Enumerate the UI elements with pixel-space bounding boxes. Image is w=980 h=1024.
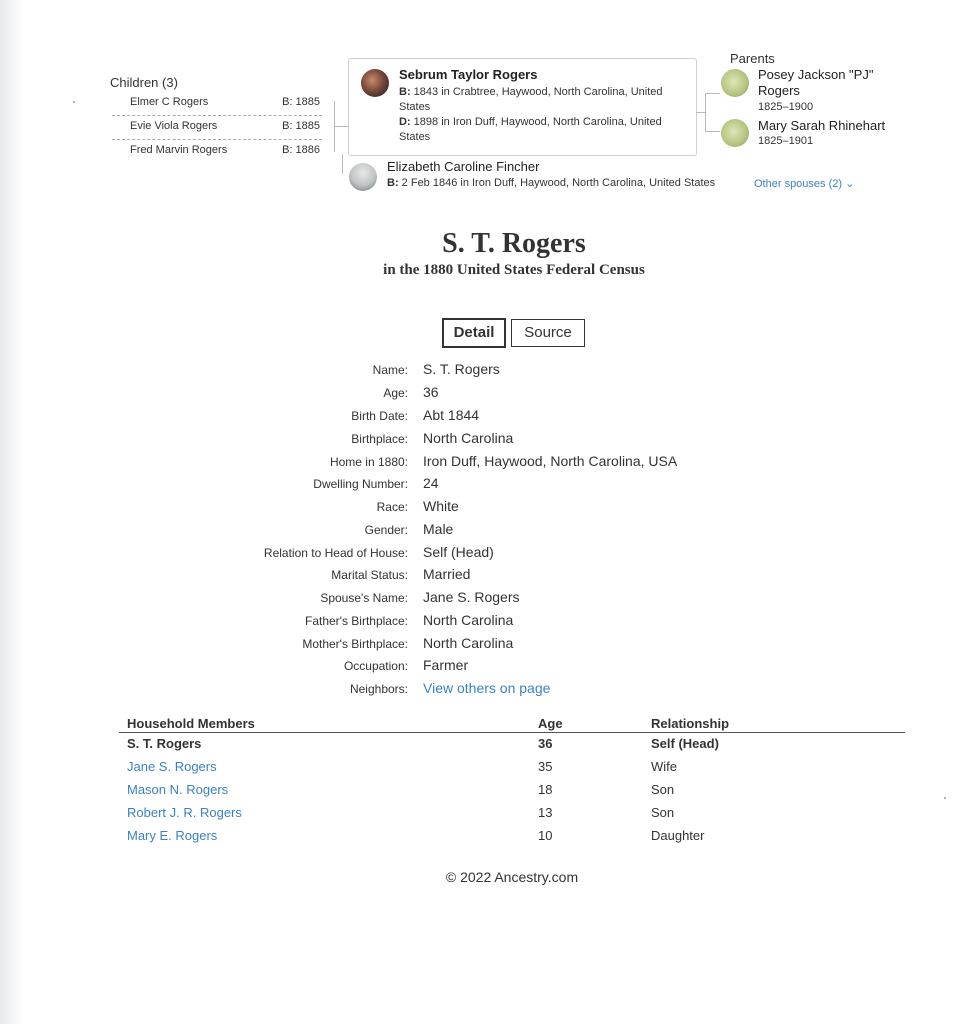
field-value: Self (Head) (423, 544, 494, 560)
household-member-age: 36 (538, 736, 553, 751)
scan-speck (944, 797, 946, 799)
child-name: Elmer C Rogers (130, 96, 209, 108)
connector-line (705, 93, 706, 131)
child-row[interactable] (112, 92, 322, 114)
connector-line (696, 112, 705, 113)
field-label: Father's Birthplace: (304, 614, 408, 628)
birth-detail: 2 Feb 1846 in Iron Duff, Haywood, North Carolina, United States (401, 177, 716, 189)
household-member-relationship: Wife (651, 759, 677, 774)
spouse-name[interactable]: Elizabeth Caroline Fincher (387, 159, 540, 174)
field-value: 24 (423, 475, 439, 491)
field-value: North Carolina (423, 612, 514, 628)
other-spouses-label: Other spouses (2) (754, 178, 843, 190)
household-member-age: 13 (538, 805, 553, 820)
household-member-relationship: Daughter (651, 828, 705, 843)
child-name: Evie Viola Rogers (130, 120, 218, 132)
field-value: White (423, 498, 459, 514)
child-birth: B: 1885 (282, 120, 320, 132)
household-member-link[interactable]: Mary E. Rogers (127, 828, 218, 843)
birth-tag: B: (399, 86, 411, 98)
parent-name[interactable]: Posey Jackson "PJ" Rogers (758, 67, 874, 98)
child-row[interactable] (112, 115, 322, 138)
field-label: Home in 1880: (329, 455, 408, 469)
field-value: North Carolina (423, 635, 514, 651)
parent-avatar (721, 69, 749, 97)
relationship-header: Relationship (651, 716, 730, 731)
table-divider (119, 732, 905, 733)
field-label: Mother's Birthplace: (302, 637, 408, 651)
person-name: Sebrum Taylor Rogers (399, 67, 538, 82)
record-subtitle: in the 1880 United States Federal Census (383, 262, 645, 278)
household-member-relationship: Son (651, 805, 675, 820)
neighbors-link[interactable]: View others on page (423, 680, 551, 696)
parent-years: 1825–1900 (758, 101, 814, 113)
scan-speck (73, 101, 75, 103)
birth-detail: 1843 in Crabtree, Haywood, North Carolina, United States (399, 86, 663, 113)
tab-source[interactable]: Source (511, 319, 585, 347)
tab-detail[interactable]: Detail (442, 318, 506, 348)
spouse-avatar (349, 163, 377, 191)
field-value: Male (423, 521, 454, 537)
household-member-relationship: Self (Head) (651, 736, 719, 751)
field-value: Farmer (423, 657, 469, 673)
spouse-birth (387, 177, 715, 189)
household-member-relationship: Son (651, 782, 675, 797)
field-label: Name: (372, 363, 408, 377)
other-spouses-link[interactable] (754, 177, 854, 190)
field-label: Gender: (364, 523, 408, 537)
child-birth: B: 1885 (282, 96, 320, 108)
connector-line (342, 154, 343, 174)
death-tag: D: (399, 116, 411, 128)
connector-line (705, 93, 720, 94)
connector-line (705, 131, 720, 132)
field-value: Iron Duff, Haywood, North Carolina, USA (423, 453, 678, 469)
children-heading: Children (3) (110, 75, 178, 90)
field-label: Birthplace: (351, 432, 408, 446)
household-member-age: 35 (538, 759, 553, 774)
field-label: Race: (376, 500, 408, 514)
birth-tag: B: (387, 177, 399, 189)
household-member-age: 10 (538, 828, 553, 843)
field-label: Relation to Head of House: (263, 546, 408, 560)
household-member-link[interactable]: Robert J. R. Rogers (127, 805, 242, 820)
parent-years: 1825–1901 (758, 135, 814, 147)
field-label: Neighbors: (349, 682, 408, 696)
field-label: Occupation: (343, 659, 408, 673)
field-label: Dwelling Number: (313, 477, 408, 491)
field-value: S. T. Rogers (423, 361, 500, 377)
age-header: Age (538, 716, 563, 731)
person-avatar (361, 69, 389, 97)
child-name: Fred Marvin Rogers (130, 144, 228, 156)
child-row[interactable] (112, 139, 322, 162)
parent-name[interactable]: Mary Sarah Rhinehart (758, 118, 886, 133)
child-birth: B: 1886 (282, 144, 320, 156)
field-value: Jane S. Rogers (423, 589, 520, 605)
field-value: North Carolina (423, 430, 514, 446)
connector-line (334, 126, 348, 127)
field-value: Married (423, 566, 471, 582)
record-title: S. T. Rogers (442, 228, 586, 259)
household-member-age: 18 (538, 782, 553, 797)
field-value: Abt 1844 (423, 407, 480, 423)
field-label: Spouse's Name: (320, 591, 408, 605)
field-value: 36 (423, 384, 439, 400)
parents-heading: Parents (730, 51, 775, 66)
field-label: Birth Date: (351, 409, 408, 423)
person-death (399, 115, 684, 145)
parent-avatar (721, 119, 749, 147)
field-label: Marital Status: (331, 568, 408, 582)
chevron-down-icon: ⌄ (842, 178, 855, 190)
household-member-link[interactable]: Mason N. Rogers (127, 782, 229, 797)
field-label: Age: (383, 386, 408, 400)
person-birth (399, 85, 684, 115)
person-card[interactable] (348, 58, 697, 156)
household-member-link[interactable]: Jane S. Rogers (127, 759, 217, 774)
death-detail: 1898 in Iron Duff, Haywood, North Carolina, United States (399, 116, 662, 143)
household-member-name: S. T. Rogers (127, 736, 202, 751)
copyright-footer: © 2022 Ancestry.com (445, 869, 579, 885)
household-members-header: Household Members (127, 716, 255, 731)
